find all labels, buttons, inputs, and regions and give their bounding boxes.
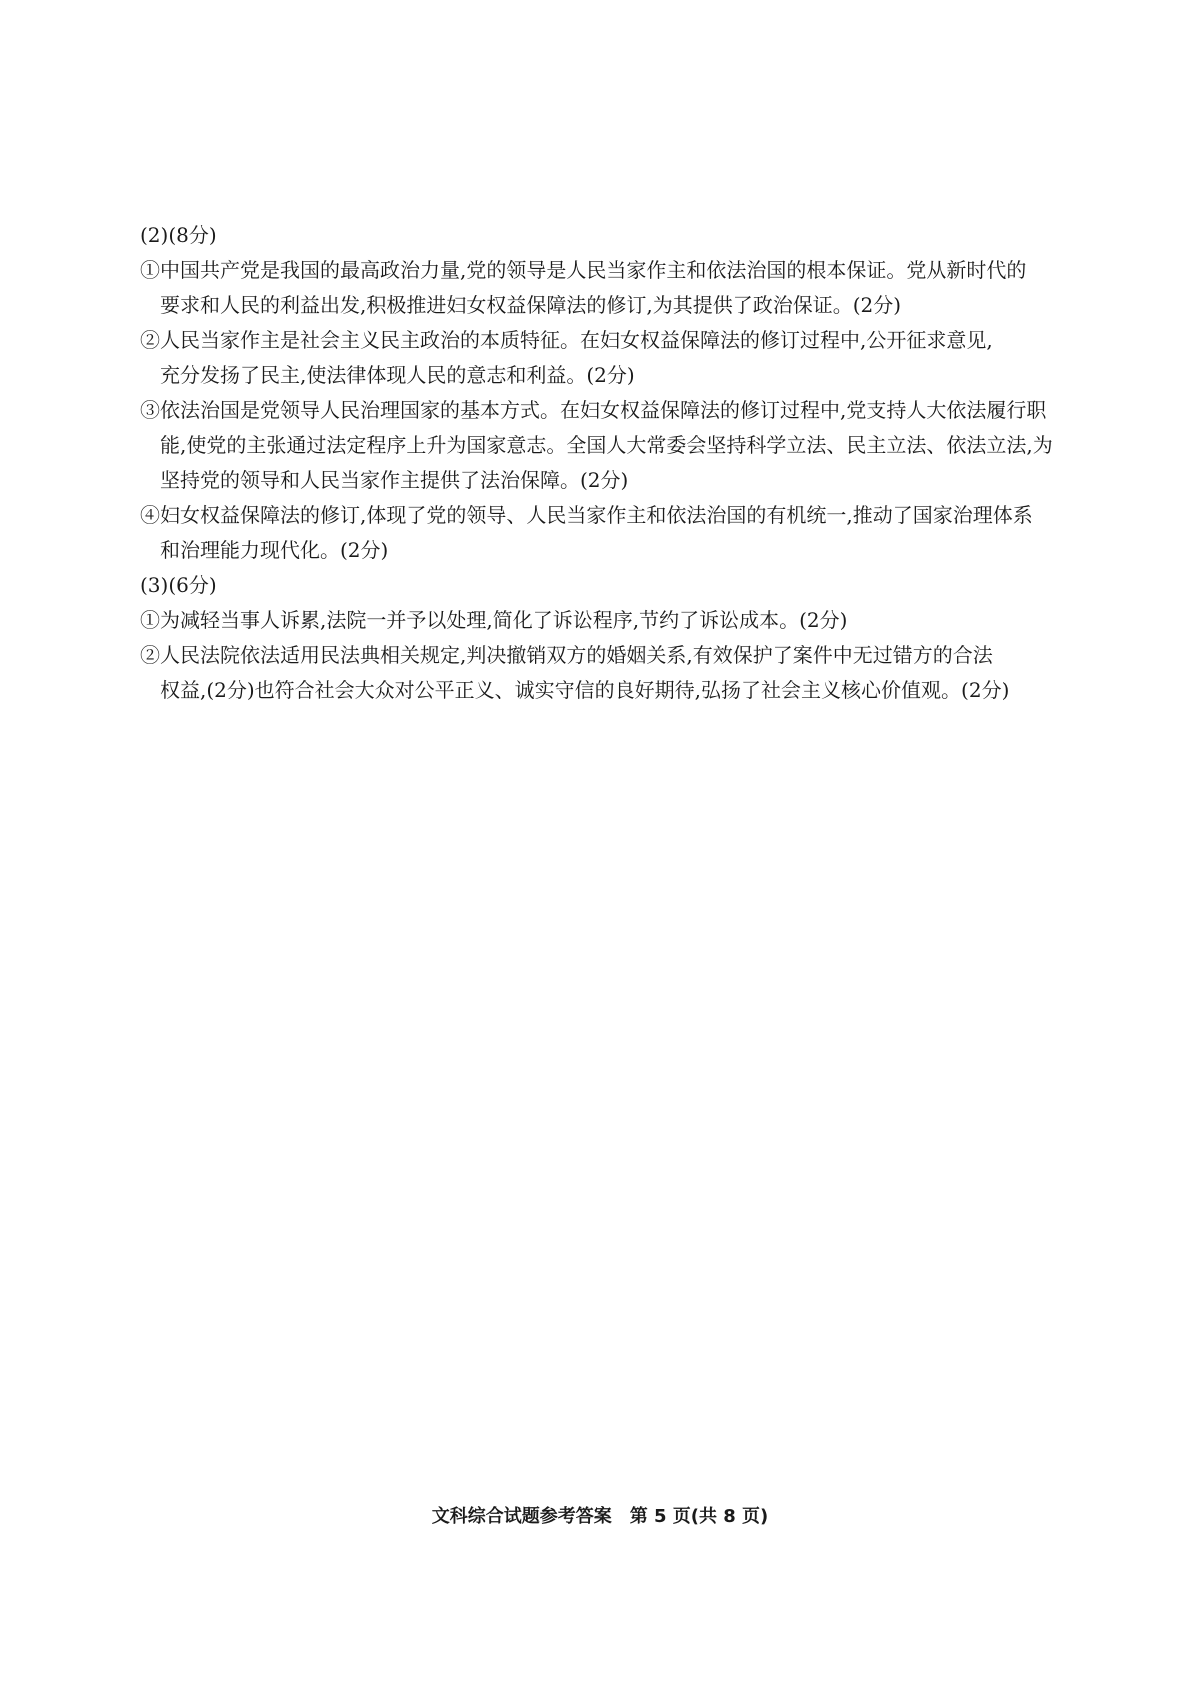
answer-paragraph	[140, 393, 1070, 498]
paragraph-line: 能,使党的主张通过法定程序上升为国家意志。全国人大常委会坚持科学立法、民主立法、依法立法,为	[160, 433, 1053, 457]
answer-content	[140, 218, 1070, 708]
paragraph-line: 权益,(2分)也符合社会大众对公平正义、诚实守信的良好期待,弘扬了社会主义核心价值观。(2分)	[160, 678, 1010, 702]
paragraph-line: 坚持党的领导和人民当家作主提供了法治保障。(2分)	[160, 468, 629, 492]
paragraph-line: ②人民法院依法适用民法典相关规定,判决撤销双方的婚姻关系,有效保护了案件中无过错方的合法	[140, 643, 993, 667]
section-heading: (2)(8分)	[140, 223, 217, 247]
paragraph-line: 要求和人民的利益出发,积极推进妇女权益保障法的修订,为其提供了政治保证。(2分)	[160, 293, 902, 317]
section-3	[140, 568, 1070, 708]
section-heading: (3)(6分)	[140, 573, 217, 597]
paragraph-line: ①中国共产党是我国的最高政治力量,党的领导是人民当家作主和依法治国的根本保证。党从新时代的	[140, 258, 1027, 282]
page-footer: 文科综合试题参考答案 第 5 页(共 8 页)	[431, 1506, 769, 1527]
answer-paragraph	[140, 638, 1070, 708]
paragraph-line: ④妇女权益保障法的修订,体现了党的领导、人民当家作主和依法治国的有机统一,推动了国家治理体系	[140, 503, 1033, 527]
answer-paragraph	[140, 498, 1070, 568]
paragraph-line: ②人民当家作主是社会主义民主政治的本质特征。在妇女权益保障法的修订过程中,公开征求意见,	[140, 328, 993, 352]
paragraph-line: 和治理能力现代化。(2分)	[160, 538, 389, 562]
paragraph-line: ③依法治国是党领导人民治理国家的基本方式。在妇女权益保障法的修订过程中,党支持人大依法履行职	[140, 398, 1047, 422]
answer-paragraph	[140, 603, 1070, 638]
paragraph-line: 充分发扬了民主,使法律体现人民的意志和利益。(2分)	[160, 363, 635, 387]
paragraph-line: ①为减轻当事人诉累,法院一并予以处理,简化了诉讼程序,节约了诉讼成本。(2分)	[140, 608, 848, 632]
section-2	[140, 218, 1070, 568]
answer-paragraph	[140, 253, 1070, 323]
answer-paragraph	[140, 323, 1070, 393]
